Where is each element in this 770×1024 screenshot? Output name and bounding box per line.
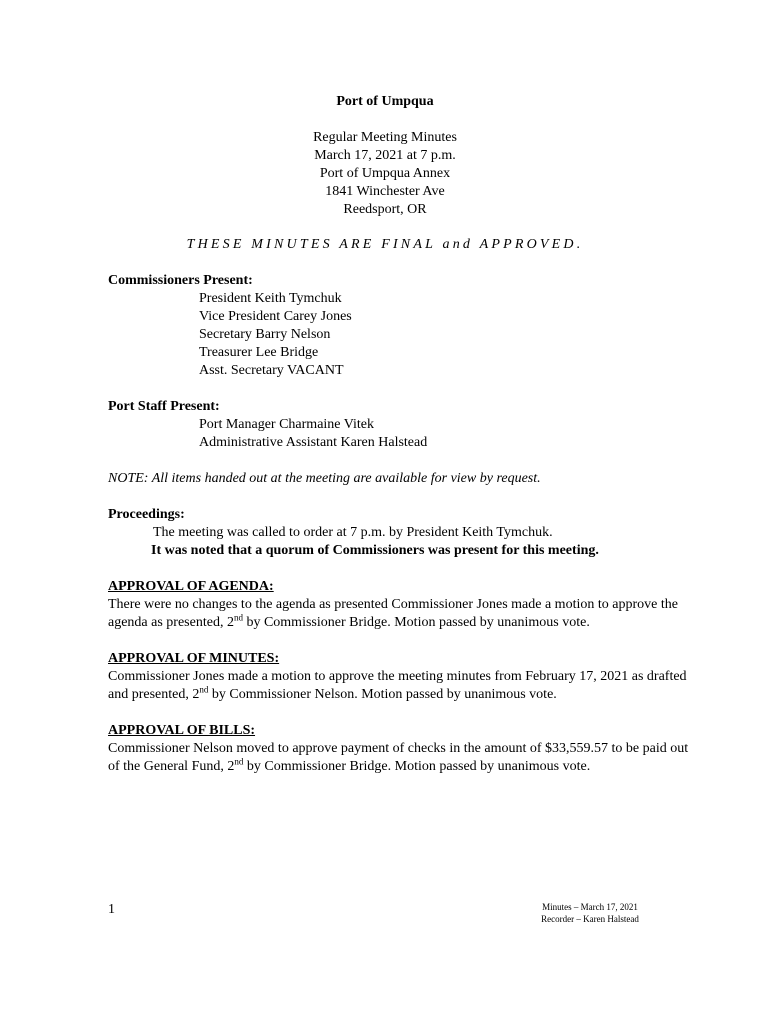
- document-header: [0, 93, 770, 219]
- commissioner-item: Asst. Secretary VACANT: [199, 363, 344, 378]
- handout-note: NOTE: All items handed out at the meeting are available for view by request.: [108, 471, 541, 486]
- proceedings-heading: Proceedings:: [108, 507, 185, 522]
- minutes-text-end: by Commissioner Nelson. Motion passed by unanimous vote.: [208, 687, 557, 702]
- meeting-location: Port of Umpqua Annex: [319, 166, 451, 181]
- staff-item: Administrative Assistant Karen Halstead: [199, 435, 428, 450]
- call-to-order-text: The meeting was called to order at 7 p.m. by President Keith Tymchuk.: [153, 525, 553, 540]
- page-number: 1: [108, 902, 115, 917]
- footer-recorder: Recorder – Karen Halstead: [541, 914, 639, 924]
- bills-paragraph: [108, 740, 698, 776]
- commissioner-item: Vice President Carey Jones: [199, 309, 352, 324]
- footer-minutes-date: Minutes – March 17, 2021: [542, 902, 638, 912]
- meeting-address: 1841 Winchester Ave: [325, 184, 445, 199]
- bills-text-start: Commissioner Nelson moved to approve payment of checks in the amount of $33,559.57 to be paid out of the General Fund, 2: [108, 741, 689, 774]
- meeting-date-time: March 17, 2021 at 7 p.m.: [314, 148, 456, 163]
- bills-text-end: by Commissioner Bridge. Motion passed by unanimous vote.: [243, 759, 591, 774]
- agenda-text-end: by Commissioner Bridge. Motion passed by unanimous vote.: [242, 615, 590, 630]
- commissioner-item: Treasurer Lee Bridge: [199, 345, 319, 360]
- bills-section: [108, 722, 698, 776]
- org-title: Port of Umpqua: [336, 94, 434, 109]
- bills-heading: APPROVAL OF BILLS:: [108, 723, 256, 738]
- minutes-text-start: Commissioner Jones made a motion to approve the meeting minutes from February 17, 2021 as drafted and presented, 2: [108, 669, 687, 702]
- bills-ordinal-suffix: nd: [234, 756, 244, 767]
- footer-info: [520, 901, 660, 925]
- meeting-type: Regular Meeting Minutes: [313, 130, 457, 145]
- quorum-text: It was noted that a quorum of Commissioners was present for this meeting.: [151, 543, 599, 558]
- commissioner-item: President Keith Tymchuk: [199, 291, 342, 306]
- staff-list: [199, 416, 698, 452]
- commissioners-heading: Commissioners Present:: [108, 273, 253, 288]
- agenda-heading: APPROVAL OF AGENDA:: [108, 579, 274, 594]
- commissioners-list: [199, 290, 698, 380]
- agenda-text-start: There were no changes to the agenda as presented Commissioner Jones made a motion to approve the agenda as presented, 2: [108, 597, 678, 630]
- agenda-paragraph: [108, 596, 698, 632]
- agenda-ordinal-suffix: nd: [233, 612, 243, 623]
- meeting-city: Reedsport, OR: [343, 202, 427, 217]
- document-body: [108, 272, 698, 794]
- minutes-heading: APPROVAL OF MINUTES:: [108, 651, 280, 666]
- commissioner-item: Secretary Barry Nelson: [199, 327, 331, 342]
- staff-item: Port Manager Charmaine Vitek: [199, 417, 375, 432]
- final-approval-notice: THESE MINUTES ARE FINAL and APPROVED.: [186, 237, 584, 252]
- minutes-paragraph: [108, 668, 698, 704]
- staff-heading: Port Staff Present:: [108, 399, 220, 414]
- agenda-section: [108, 578, 698, 632]
- minutes-ordinal-suffix: nd: [199, 684, 209, 695]
- minutes-section: [108, 650, 698, 704]
